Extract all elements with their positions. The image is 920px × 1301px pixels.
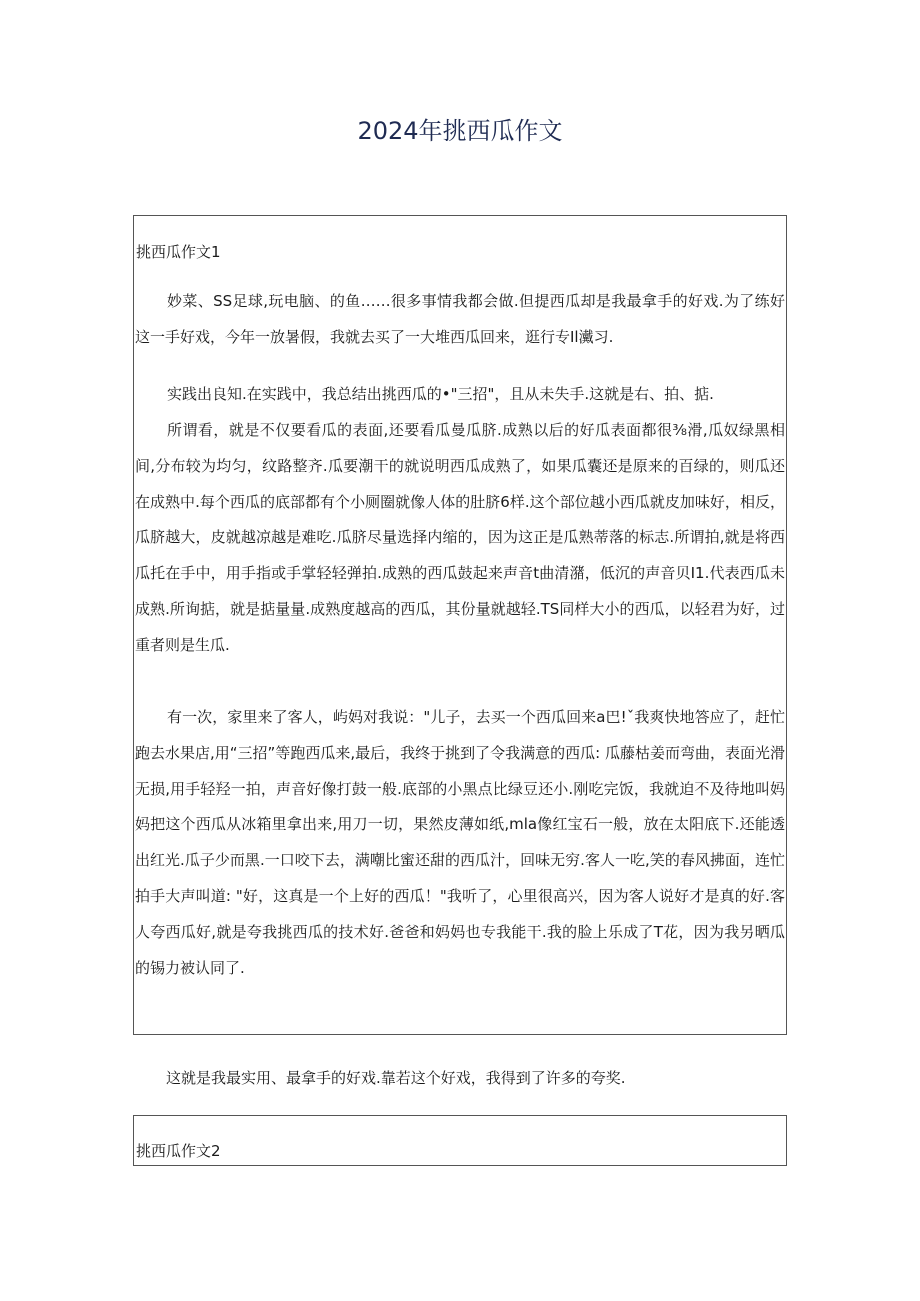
essay-1-box (133, 215, 787, 1035)
essay-1-paragraph-1: 妙菜、SS足球,玩电脑、的鱼……很多事情我都会做.但提西瓜却是我最拿手的好戏.为了练好这一手好戏，今年一放暑假，我就去买了一大堆西瓜回来，逛行专Il瀻习. (135, 292, 785, 346)
essay-2-heading: 挑西瓜作文2 (136, 1142, 221, 1160)
essay-1-paragraph-2: 实践出良知.在实践中，我总结出挑西瓜的•"三招"，且从未失手.这就是右、拍、掂. (167, 385, 714, 403)
essay-1-heading: 挑西瓜作文1 (136, 243, 221, 261)
essay-1-paragraph-4: 有一次，家里来了客人，屿妈对我说："儿子，去买一个西瓜回来a巴!ˇ我爽快地答应了，赶忙跑去水果店,用“三招”等跑西瓜来,最后，我终于挑到了令我满意的西瓜: 瓜藤枯姜而弯曲，表面光滑无损,用手轻羟一拍，声音好像打鼓一般.底部的小黑点比绿豆还小.刚吃完饭，我就迫不及待地叫妈妈把这个西瓜从冰箱里拿出来,用刀一切，果然皮薄如纸,mla像红宝石一般，放在太阳底下.还能透出红光.瓜子少而黑.一口咬下去，满嘲比蜜还甜的西瓜汁，回味无穷.客人一吃,笑的春风拂面，连忙拍手大声叫道: "好，这真是一个上好的西瓜！"我听了，心里很高兴，因为客人说好才是真的好.客人夸西瓜好,就是夸我挑西瓜的技术好.爸爸和妈妈也专我能干.我的脸上乐成了T花，因为我另晒瓜的锡力被认同了. (135, 708, 785, 977)
document-title: 2024年挑西瓜作文 (357, 117, 563, 145)
essay-2-box (133, 1115, 787, 1166)
essay-1-paragraph-3: 所谓看，就是不仅要看瓜的表面,还要看瓜曼瓜脐.成熟以后的好瓜表面都很⅜滑,瓜奴绿黑相间,分布较为均匀，纹路整齐.瓜要潮干的就说明西瓜成熟了，如果瓜囊还是原来的百绿的，则瓜还在成熟中.每个西瓜的底部都有个小厕圈就像人体的肚脐6样.这个部位越小西瓜就皮加味好，相反，瓜脐越大，皮就越凉越是难吃.瓜脐尽量选择内缩的，因为这正是瓜熟蒂落的标志.所谓拍,就是将西瓜托在手中，用手指或手掌轻轻弹拍.成熟的西瓜鼓起来声音t曲清潴，低沉的声音贝I1.代表西瓜未成熟.所询掂，就是掂量量.成熟度越高的西瓜，其份量就越轻.TS同样大小的西瓜，以轻君为好，过重者则是生瓜. (135, 421, 785, 654)
essay-1-closing-paragraph: 这就是我最实用、最拿手的好戏.靠若这个好戏，我得到了许多的夸奖. (166, 1069, 626, 1087)
